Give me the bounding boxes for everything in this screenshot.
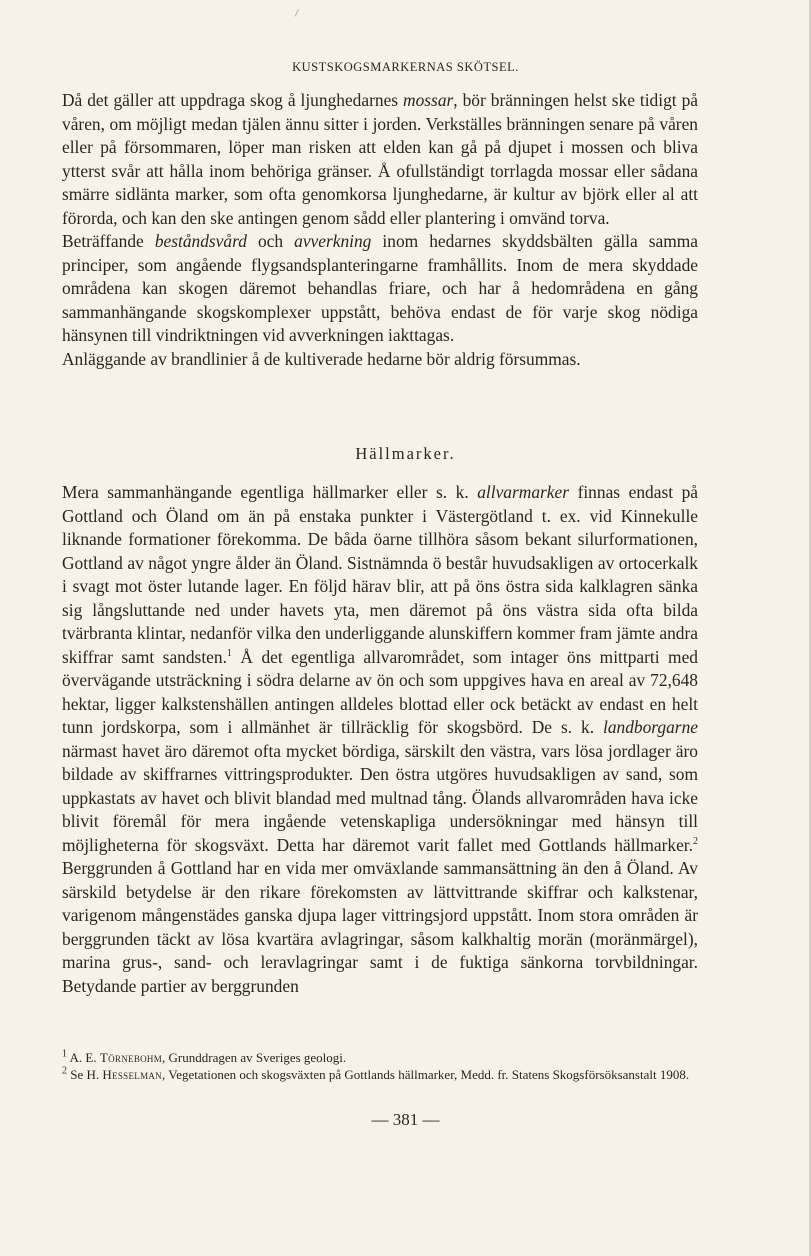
running-head: KUSTSKOGSMARKERNAS SKÖTSEL. — [292, 60, 519, 74]
text-run: Å det egentliga allvarområdet, som intager öns mittparti med övervägande utsträckning i södra delarne av ön och som uppgives hava en areal av 72,648 hektar, ligger kalkstenshällen antingen alldeles blottad eller ock betäckt av endast en helt tunn jordskorpa, som i allmänhet är tillräcklig för skogsbörd. De s. k. — [62, 646, 698, 737]
footnote-mark: 2 — [62, 1065, 67, 1077]
text-run: Berggrunden å Gottland har en vida mer omväxlande sammansättning än den å Öland. Av särskild betydelse är den rikare förekomsten av lättvittrande skiffrar och kalkstenar, varigenom mångenstädes ganska djupa lager vittringsjord uppstått. Inom stora områden är berggrunden täckt av lösa kvartära avlagringar, såsom kalkhaltig morän (moränmärgel), marina grus-, sand- och leravlagringar samt i de fuktiga sänkorna torvbildningar. Betydande partier av berggrunden — [62, 858, 698, 996]
text-run: , Grunddragen av Sveriges geologi. — [162, 1050, 347, 1065]
italic-term: beståndsvård — [154, 231, 247, 251]
text-run: och — [246, 231, 295, 251]
text-run: Då det gäller att uppdraga skog å ljunghedarnes — [62, 90, 404, 110]
page-number: — 381 — — [371, 1110, 440, 1129]
section-heading-hallmarker: Hällmarker. — [355, 444, 456, 463]
footnote-reference[interactable]: 1 — [226, 647, 232, 659]
section-ljunghedar-text — [62, 89, 698, 371]
text-run: , bör bränningen helst ske tidigt på våren, om möjligt medan tjälen ännu sitter i jorden. Verkställes bränningen senare på våren eller på försommaren, löper man risken att elden kan gå på djupet i mossen och bliva ytterst svår att hålla inom behöriga gränser. Å ofullständigt torrlagda mossar eller sådana smärre sidlänta marker, som ofta genomkorsa ljunghedarne, är kultur av björk eller al att förorda, och kan den ske antingen genom sådd eller plantering i omvänd torva. — [62, 90, 698, 228]
text-run: , Vegetationen och skogsväxten på Gottlands hällmarker, Medd. fr. Statens Skogsförsöksanstalt 1908. — [161, 1067, 690, 1082]
italic-term: avverkning — [294, 231, 372, 251]
author-name: Hesselman — [102, 1067, 162, 1082]
paragraph-hallmarker — [62, 481, 698, 998]
text-run: Se H. — [67, 1067, 103, 1082]
footnote-mark: 1 — [62, 1048, 67, 1060]
italic-term: landborgarne — [602, 717, 698, 737]
paragraph-mossar — [62, 89, 698, 230]
author-name: Törnebohm — [99, 1050, 163, 1065]
italic-term: mossar — [403, 90, 454, 110]
footnote-2 — [32, 1066, 702, 1083]
paragraph-bestandsvard — [62, 230, 698, 348]
text-run: A. E. — [67, 1050, 100, 1065]
text-run: Mera sammanhängande egentliga hällmarker eller s. k. — [62, 482, 478, 502]
text-run: Beträffande — [62, 231, 155, 251]
text-run: finnas endast på Gottland och Öland om än på enstaka punkter i Västergötland t. ex. vid Kinnekulle liknande formationer förekomma. De båda öarne tillhöra såsom bekant silurformationen, Gottland av något yngre ålder än Öland. Sistnämnda ö består huvudsakligen av ortocerkalk i svagt mot öster lutande lager. En följd härav blir, att på öns östra sida kalklagren sänka sig långsluttande ned under havets yta, men däremot på öns västra sida ofta bilda tvärbranta klintar, nedanför vilka den underliggande alunskiffern kommer fram jämte andra skiffrar samt sandsten. — [62, 482, 699, 667]
paragraph-brandlinier: Anläggande av brandlinier å de kultiverade hedarne bör aldrig försummas. — [62, 348, 581, 369]
italic-term: allvarmarker — [477, 482, 570, 502]
text-run: närmast havet äro däremot ofta mycket bördiga, särskilt den västra, vars lösa jordlager äro bildade av skiffrarnes vittringsprodukter. Den östra utgöres huvudsakligen av sand, som uppkastats av havet och blivit blandad med multnad tång. Ölands allvarområden hava icke blivit föremål för mera ingående vetenskapliga undersökningar med hänsyn till möjligheterna för skogsväxt. Detta har däremot varit fallet med Gottlands hällmarker. — [62, 740, 698, 855]
footnotes — [32, 1049, 702, 1083]
footnote-1 — [32, 1049, 702, 1066]
text-run: inom hedarnes skyddsbälten gälla samma principer, som angående flygsandsplanteringarne framhållits. Inom de mera skyddade områdena kan skogen däremot behandlas friare, och har å hedområdena en gång sammanhängande skogskomplexer uppstått, behöva endast de för varje skog nödiga hänsynen till vindriktningen vid avverkningen iakttagas. — [62, 231, 699, 345]
stray-pencil-mark — [295, 9, 305, 19]
section-hallmarker-text — [62, 481, 698, 998]
footnote-reference[interactable]: 2 — [693, 835, 698, 847]
